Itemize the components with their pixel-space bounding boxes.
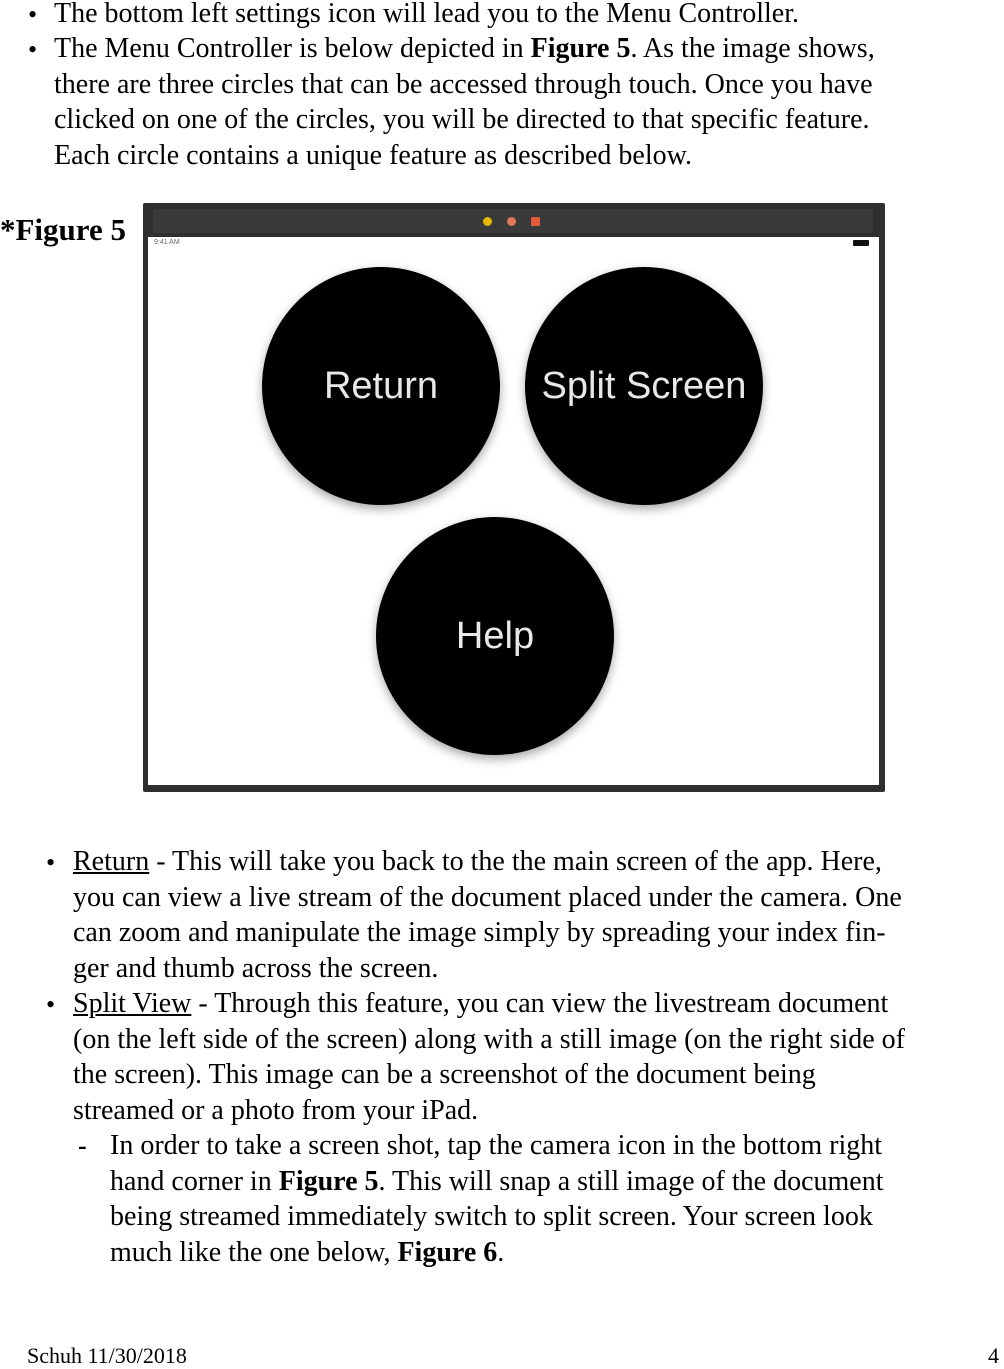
bullet-dot: • bbox=[28, 35, 38, 64]
bullet-dot: • bbox=[46, 990, 56, 1019]
window-titlebar bbox=[153, 209, 873, 233]
return-circle-button[interactable]: Return bbox=[262, 267, 500, 505]
window-dot-yellow-icon bbox=[483, 217, 492, 226]
status-time: 9:41 AM bbox=[154, 239, 180, 246]
screenshot-instructions: In order to take a screen shot, tap the camera icon in the bottom right hand corner in Figure 5. This will snap a still image of the document being streamed immediately switch to split screen. Your screen look much like the one below, Figure 6. bbox=[110, 1130, 884, 1268]
split-view-description: Split View - Through this feature, you can view the livestream document (on the left side of the screen) along with a still image (on the right side of the screen). This image can be a screenshot of the document being streamed or a photo from your iPad. bbox=[73, 988, 905, 1126]
battery-icon bbox=[853, 240, 869, 246]
intro-bullet-2: The Menu Controller is below depicted in Figure 5. As the image shows, there are three circles that can be accessed through touch. Once you have clicked on one of the circles, you will be directed to that specific feature. Each circle contains a unique feature as described below. bbox=[54, 33, 875, 171]
help-circle-button[interactable]: Help bbox=[376, 517, 614, 755]
window-dot-orange-icon bbox=[507, 217, 516, 226]
page-number: 4 bbox=[988, 1343, 999, 1368]
sub-bullet-dash: - bbox=[78, 1131, 87, 1160]
split-screen-circle-button[interactable]: Split Screen bbox=[525, 267, 763, 505]
bullet-dot: • bbox=[28, 0, 38, 29]
figure-5-screenshot bbox=[143, 203, 885, 792]
ipad-screen bbox=[148, 237, 879, 785]
return-description: Return - This will take you back to the the main screen of the app. Here, you can view a live stream of the document placed under the camera. One can zoom and manipulate the image simply by spreading your index fin- ger and thumb across the screen. bbox=[73, 846, 902, 984]
footer-author-date: Schuh 11/30/2018 bbox=[27, 1343, 187, 1368]
bullet-dot: • bbox=[46, 848, 56, 877]
intro-bullet-1: The bottom left settings icon will lead you to the Menu Controller. bbox=[54, 0, 799, 29]
figure-label: *Figure 5 bbox=[0, 212, 126, 247]
window-dot-red-icon bbox=[531, 217, 540, 226]
